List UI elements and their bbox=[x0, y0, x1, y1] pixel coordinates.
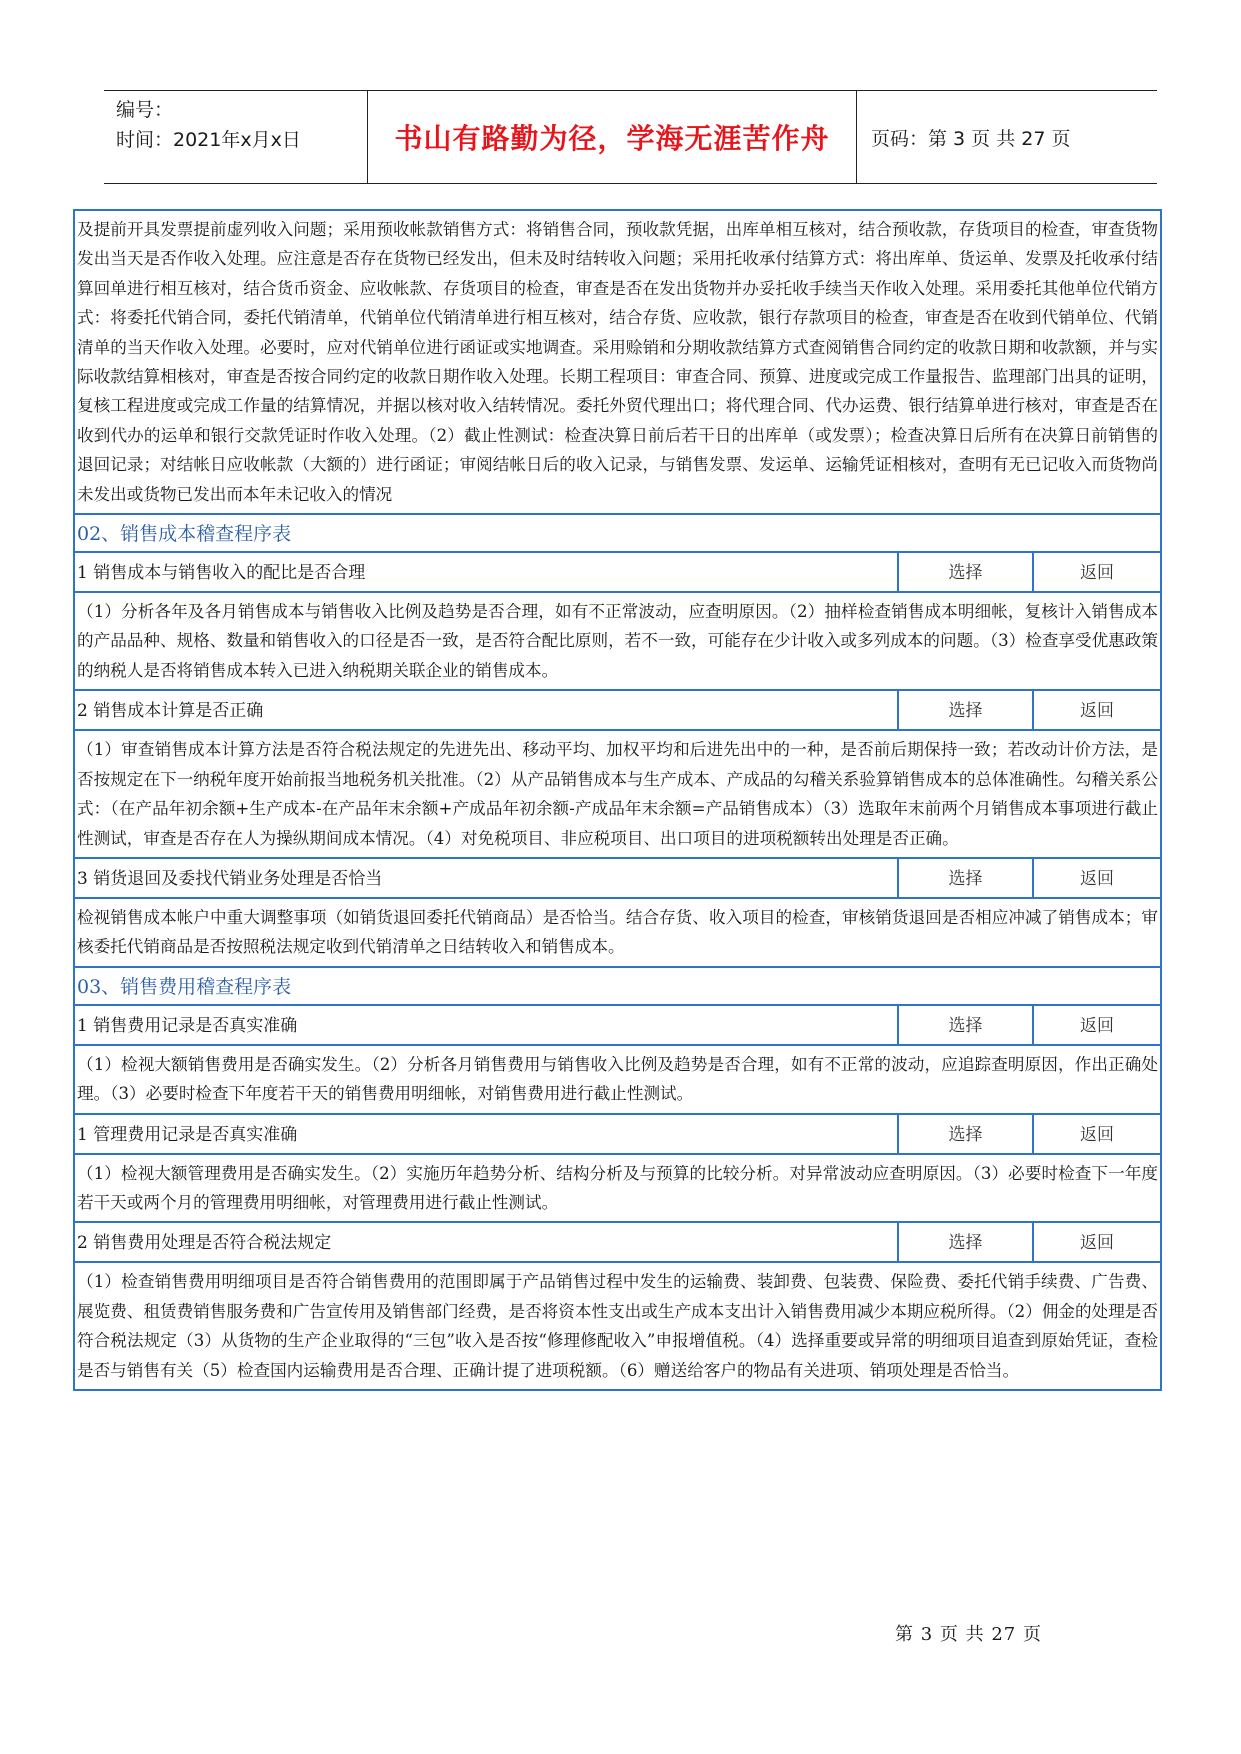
item-row bbox=[75, 857, 1160, 897]
choose-button[interactable]: 选择 bbox=[899, 553, 1034, 591]
item-label: 2 销售费用处理是否符合税法规定 bbox=[75, 1223, 899, 1261]
item-description: （1）检视大额管理费用是否确实发生。（2）实施历年趋势分析、结构分析及与预算的比较分析。对异常波动应查明原因。（3）必要时检查下一年度若干天或两个月的管理费用明细帐，对管理费用进行截止性测试。 bbox=[75, 1153, 1160, 1222]
item-description: （1）检查销售费用明细项目是否符合销售费用的范围即属于产品销售过程中发生的运输费、装卸费、包装费、保险费、委托代销手续费、广告费、展览费、租赁费销售服务费和广告宣传用及销售部门经费，是否将资本性支出或生产成本支出计入销售费用减少本期应税所得。（2）佣金的处理是否符合税法规定（3）从货物的生产企业取得的“三包”收入是否按“修理修配收入”申报增值税。（4）选择重要或异常的明细项目追查到原始凭证，查检是否与销售有关（5）检查国内运输费用是否合理、正确计提了进项税额。（6）赠送给客户的物品有关进项、销项处理是否恰当。 bbox=[75, 1261, 1160, 1389]
choose-button[interactable]: 选择 bbox=[899, 691, 1034, 729]
item-label: 1 销售成本与销售收入的配比是否合理 bbox=[75, 553, 899, 591]
item-description: （1）检视大额销售费用是否确实发生。（2）分析各月销售费用与销售收入比例及趋势是否合理，如有不正常的波动，应追踪查明原因，作出正确处理。（3）必要时检查下年度若干天的销售费用明细帐，对销售费用进行截止性测试。 bbox=[75, 1044, 1160, 1113]
item-row bbox=[75, 1004, 1160, 1044]
item-label: 2 销售成本计算是否正确 bbox=[75, 691, 899, 729]
header-motto: 书山有路勤为径，学海无涯苦作舟 bbox=[368, 91, 857, 183]
section-title-sales-cost: 02、销售成本稽查程序表 bbox=[75, 513, 1160, 551]
header-meta bbox=[104, 91, 368, 183]
item-row bbox=[75, 689, 1160, 729]
back-button[interactable]: 返回 bbox=[1080, 1233, 1114, 1254]
item-row bbox=[75, 551, 1160, 591]
back-button[interactable]: 返回 bbox=[1080, 1124, 1114, 1145]
back-button[interactable]: 返回 bbox=[1080, 701, 1114, 722]
header-page-info: 页码：第 3 页 共 27 页 bbox=[871, 127, 1071, 150]
item-description: （1）分析各年及各月销售成本与销售收入比例及趋势是否合理，如有不正常波动，应查明原因。（2）抽样检查销售成本明细帐，复核计入销售成本的产品品种、规格、数量和销售收入的口径是否一致，是否符合配比原则，若不一致，可能存在少计收入或多列成本的问题。（3）检查享受优惠政策的纳税人是否将销售成本转入已进入纳税期关联企业的销售成本。 bbox=[75, 591, 1160, 689]
intro-paragraph: 及提前开具发票提前虚列收入问题；采用预收帐款销售方式：将销售合同，预收款凭据，出库单相互核对，结合预收款，存货项目的检查，审查货物发出当天是否作收入处理。应注意是否存在货物已经发出，但未及时结转收入问题；采用托收承付结算方式：将出库单、货运单、发票及托收承付结算回单进行相互核对，结合货币资金、应收帐款、存货项目的检查，审查是否在发出货物并办妥托收手续当天作收入处理。采用委托其他单位代销方式：将委托代销合同，委托代销清单，代销单位代销清单进行相互核对，结合存货、应收款，银行存款项目的检查，审查是否在收到代销单位、代销清单的当天作收入处理。必要时，应对代销单位进行函证或实地调查。采用赊销和分期收款结算方式查阅销售合同约定的收款日期和收款额，并与实际收款结算相核对，审查是否按合同约定的收款日期作收入处理。长期工程项目：审查合同、预算、进度或完成工作量报告、监理部门出具的证明，复核工程进度或完成工作量的结算情况，并据以核对收入结转情况。委托外贸代理出口；将代理合同、代办运费、银行结算单进行核对，审查是否在收到代办的运单和银行交款凭证时作收入处理。（2）截止性测试：检查决算日前后若干日的出库单（或发票）；检查决算日后所有在决算日前销售的退回记录；对结帐日应收帐款（大额的）进行函证；审阅结帐日后的收入记录，与销售发票、发运单、运输凭证相核对，查明有无已记收入而货物尚未发出或货物已发出而本年未记收入的情况 bbox=[77, 220, 1158, 504]
choose-button[interactable]: 选择 bbox=[899, 1115, 1034, 1153]
item-label: 3 销货退回及委找代销业务处理是否恰当 bbox=[75, 859, 899, 897]
document-time-label: 时间：2021年x月x日 bbox=[116, 129, 301, 151]
item-label: 1 管理费用记录是否真实准确 bbox=[75, 1115, 899, 1153]
back-button[interactable]: 返回 bbox=[1080, 1015, 1114, 1036]
choose-button[interactable]: 选择 bbox=[899, 1006, 1034, 1044]
item-row bbox=[75, 1221, 1160, 1261]
back-button[interactable]: 返回 bbox=[1080, 868, 1114, 889]
page-footer: 第 3 页 共 27 页 bbox=[895, 1624, 1042, 1645]
item-label: 1 销售费用记录是否真实准确 bbox=[75, 1006, 899, 1044]
choose-button[interactable]: 选择 bbox=[899, 859, 1034, 897]
page-header bbox=[104, 90, 1157, 184]
item-description: 检视销售成本帐户中重大调整事项（如销货退回委托代销商品）是否恰当。结合存货、收入项目的检查，审核销货退回是否相应冲减了销售成本；审核委托代销商品是否按照税法规定收到代销清单之日结转收入和销售成本。 bbox=[75, 897, 1160, 966]
item-description: （1）审查销售成本计算方法是否符合税法规定的先进先出、移动平均、加权平均和后进先出中的一种，是否前后期保持一致；若改动计价方法，是否按规定在下一纳税年度开始前报当地税务机关批准。（2）从产品销售成本与生产成本、产成品的勾稽关系验算销售成本的总体准确性。勾稽关系公式：（在产品年初余额+生产成本-在产品年末余额+产成品年初余额-产成品年末余额=产品销售成本）（3）选取年末前两个月销售成本事项进行截止性测试，审查是否存在人为操纵期间成本情况。（4）对免税项目、非应税项目、出口项目的进项税额转出处理是否正确。 bbox=[75, 729, 1160, 857]
item-row bbox=[75, 1113, 1160, 1153]
back-button[interactable]: 返回 bbox=[1080, 563, 1114, 584]
document-number-label: 编号： bbox=[116, 99, 174, 121]
choose-button[interactable]: 选择 bbox=[899, 1223, 1034, 1261]
section-title-sales-expense: 03、销售费用稽查程序表 bbox=[75, 966, 1160, 1004]
audit-procedure-table bbox=[73, 209, 1162, 1391]
